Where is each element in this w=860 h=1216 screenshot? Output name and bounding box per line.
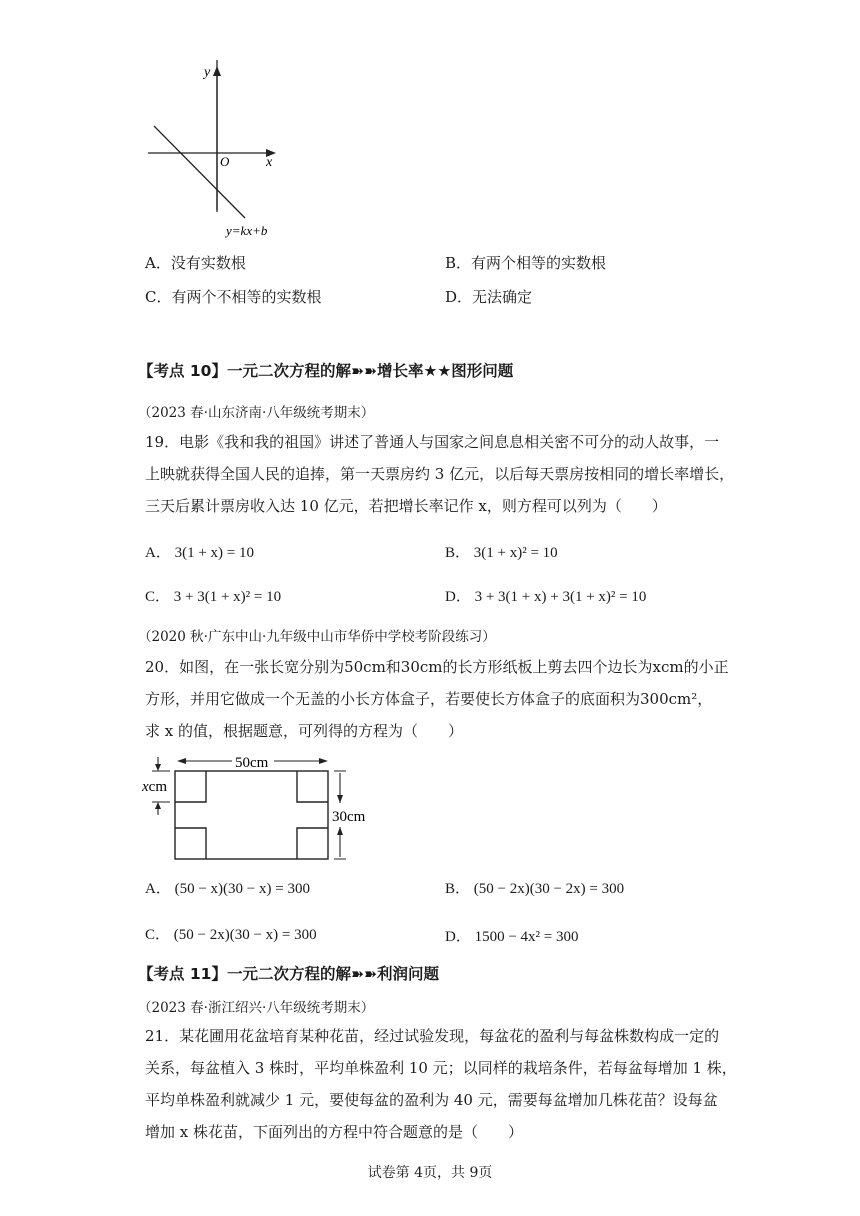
width-label: 50cm <box>235 755 269 771</box>
q21-body <box>145 1020 737 1148</box>
q20-option-b[interactable]: B． (50 − 2x)(30 − 2x) = 300 <box>445 881 625 897</box>
q21-line-4: 增加 x 株花苗，下面列出的方程中符合题意的是（ ） <box>145 1123 523 1141</box>
section-10-title: 【考点 10】一元二次方程的解➽➽增长率★★图形问题 <box>138 362 514 380</box>
q21-line-3: 平均单株盈利就减少 1 元，要使每盆的盈利为 40 元，需要每盆增加几株花苗？设每盆 <box>145 1091 718 1109</box>
q20-line-1: 20．如图，在一张长宽分别为50cm和30cm的长方形纸板上剪去四个边长为xcm的小正 <box>145 658 729 676</box>
q20-line-3: 求 x 的值，根据题意，可列得的方程为（ ） <box>145 722 463 740</box>
corner-square-top-right <box>297 771 328 802</box>
q19-body <box>145 426 734 522</box>
y-axis-label: y <box>204 65 211 80</box>
q21-source: （2023 春·浙江绍兴·八年级统考期末） <box>138 1000 375 1016</box>
q20-option-a[interactable]: A． (50 − x)(30 − x) = 300 <box>145 881 310 897</box>
q18-option-c[interactable]: C．有两个不相等的实数根 <box>145 288 322 306</box>
q20-body <box>145 651 729 747</box>
corner-label: xcm <box>142 779 167 795</box>
graph-caption: y=kx+b <box>226 223 268 238</box>
q18-option-a[interactable]: A．没有实数根 <box>145 254 246 272</box>
q20-option-d[interactable]: D． 1500 − 4x² = 300 <box>445 929 579 945</box>
cardboard-figure <box>140 755 380 865</box>
function-line <box>154 126 245 218</box>
q19-option-d[interactable]: D． 3 + 3(1 + x) + 3(1 + x)² = 10 <box>445 589 647 605</box>
q18-option-d[interactable]: D．无法确定 <box>445 288 533 306</box>
q18-option-b[interactable]: B．有两个相等的实数根 <box>445 254 607 272</box>
y-axis-arrow <box>213 66 221 76</box>
q20-option-c[interactable]: C． (50 − 2x)(30 − x) = 300 <box>145 927 317 943</box>
page-footer: 试卷第 4页，共 9页 <box>367 1165 493 1181</box>
q21-line-1: 21．某花圃用花盆培育某种花苗，经过试验发现，每盆花的盈利与每盆株数构成一定的 <box>145 1027 720 1045</box>
q19-option-a[interactable]: A． 3(1 + x) = 10 <box>145 545 254 561</box>
linear-function-graph <box>140 60 290 245</box>
q19-option-b[interactable]: B． 3(1 + x)² = 10 <box>445 545 558 561</box>
height-label: 30cm <box>332 809 366 825</box>
q19-source: （2023 春·山东济南·八年级统考期末） <box>138 405 375 421</box>
corner-square-top-left <box>175 771 206 802</box>
section-11-title: 【考点 11】一元二次方程的解➽➽利润问题 <box>138 965 439 983</box>
x-axis-label: x <box>266 155 273 170</box>
q19-line-2: 上映就获得全国人民的追捧，第一天票房约 3 亿元，以后每天票房按相同的增长率增长， <box>145 465 735 483</box>
q19-option-c[interactable]: C． 3 + 3(1 + x)² = 10 <box>145 589 282 605</box>
corner-square-bottom-right <box>297 828 328 859</box>
origin-label: O <box>220 154 230 169</box>
q20-source: （2020 秋·广东中山·九年级中山市华侨中学校考阶段练习） <box>138 629 496 645</box>
corner-square-bottom-left <box>175 828 206 859</box>
q19-line-3: 三天后累计票房收入达 10 亿元，若把增长率记作 x，则方程可以列为（ ） <box>145 497 667 515</box>
cardboard-rect <box>175 771 328 859</box>
q21-line-2: 关系，每盆植入 3 株时，平均单株盈利 10 元；以同样的栽培条件，若每盆每增加 1 株， <box>145 1059 737 1077</box>
q19-line-1: 19．电影《我和我的祖国》讲述了普通人与国家之间息息相关密不可分的动人故事，一 <box>145 433 720 451</box>
q20-line-2: 方形，并用它做成一个无盖的小长方体盒子，若要使长方体盒子的底面积为300cm²， <box>145 690 713 708</box>
